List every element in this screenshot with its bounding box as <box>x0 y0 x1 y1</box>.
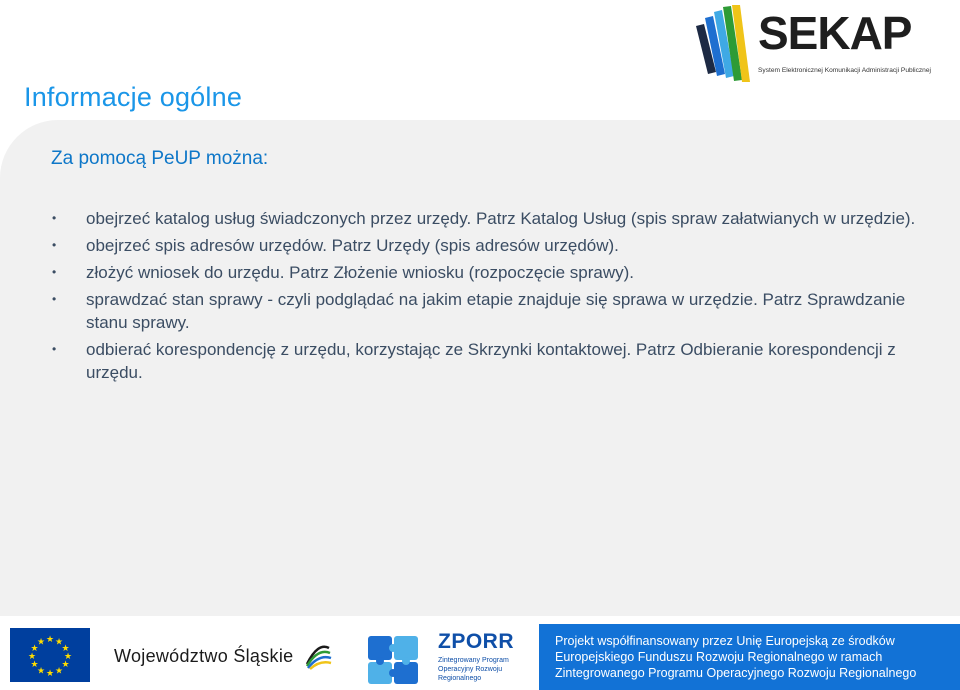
funding-line: Zintegrowanego Programu Operacyjnego Rozwoju Regionalnego <box>555 666 917 680</box>
funding-line: Europejskiego Funduszu Rozwoju Regionalnego w ramach <box>555 650 883 664</box>
sekap-subtitle: System Elektronicznej Komunikacji Administracji Publicznej <box>758 67 931 74</box>
zporr-title: ZPORR <box>438 630 514 653</box>
content-heading: Za pomocą PeUP można: <box>51 148 269 169</box>
page-title: Informacje ogólne <box>24 82 243 113</box>
svg-text:★: ★ <box>54 666 64 677</box>
list-item: • sprawdzać stan sprawy - czyli podglądać na jakim etapie znajduje się sprawa w urzędzie. Patrz Sprawdzanie stanu sprawy. <box>86 288 936 334</box>
sekap-logo <box>690 4 950 86</box>
svg-text:★: ★ <box>36 637 46 648</box>
funding-notice <box>539 624 960 690</box>
svg-text:★: ★ <box>61 644 70 654</box>
svg-text:★: ★ <box>27 652 37 662</box>
svg-text:★: ★ <box>30 644 39 654</box>
svg-text:★: ★ <box>54 637 64 648</box>
sekap-stripes-icon <box>690 4 760 86</box>
zporr-subtitle: Zintegrowany Program Operacyjny Rozwoju Regionalnego <box>438 657 509 682</box>
eu-flag-icon <box>10 628 90 682</box>
funding-line: Projekt współfinansowany przez Unię Europejską ze środków <box>555 634 895 648</box>
region-emblem-icon <box>303 640 333 670</box>
svg-text:★: ★ <box>45 635 55 645</box>
list-item: • obejrzeć spis adresów urzędów. Patrz Urzędy (spis adresów urzędów). <box>86 234 936 257</box>
list-item: • obejrzeć katalog usług świadczonych przez urzędy. Patrz Katalog Usług (spis spraw załatwianych w urzędzie). <box>86 207 936 230</box>
footer <box>0 616 960 690</box>
svg-text:★: ★ <box>36 666 46 677</box>
info-list <box>86 207 936 388</box>
svg-text:★: ★ <box>30 660 39 670</box>
region-name: Województwo Śląskie <box>114 646 294 666</box>
list-item: • odbierać korespondencję z urzędu, korzystając ze Skrzynki kontaktowej. Patrz Odbieranie korespondencji z urzędu. <box>86 338 936 384</box>
sekap-wordmark: SEKAP <box>758 7 912 59</box>
svg-text:★: ★ <box>61 660 70 670</box>
list-item: • złożyć wniosek do urzędu. Patrz Złożenie wniosku (rozpoczęcie sprawy). <box>86 261 936 284</box>
svg-text:★: ★ <box>45 669 55 679</box>
svg-text:★: ★ <box>63 652 73 662</box>
zporr-puzzle-icon <box>364 628 424 688</box>
